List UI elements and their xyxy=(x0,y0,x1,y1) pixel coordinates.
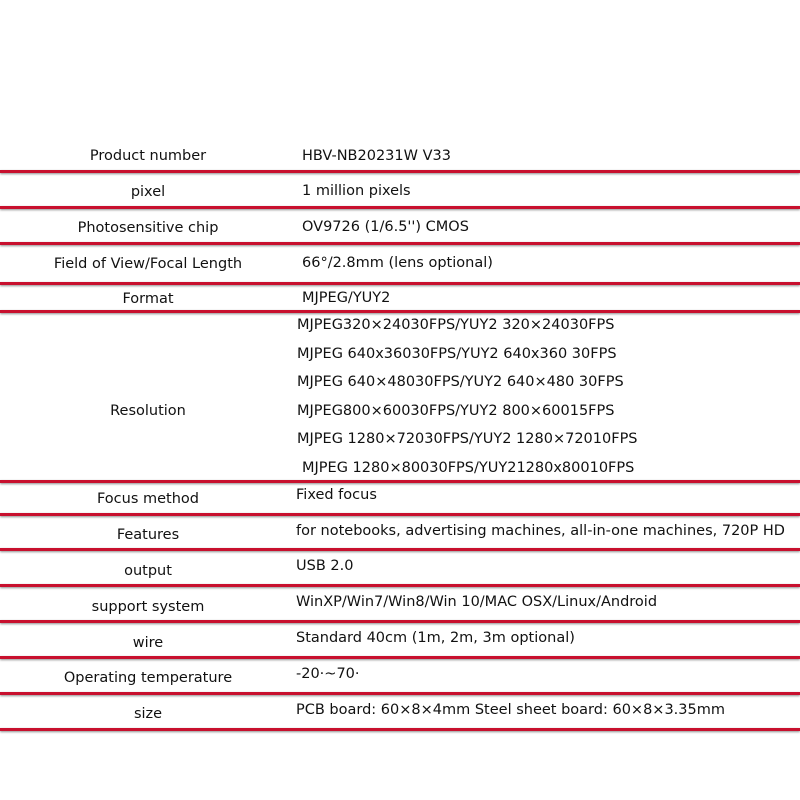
row-divider xyxy=(0,656,800,659)
spec-label-product-number: Product number xyxy=(89,148,207,164)
spec-label-support-system: support system xyxy=(91,599,205,615)
row-divider xyxy=(0,242,800,245)
spec-value-photosensitive-chip: OV9726 (1/6.5'') CMOS xyxy=(302,219,469,235)
row-divider xyxy=(0,206,800,209)
spec-value-features: for notebooks, advertising machines, all-in-one machines, 720P HD xyxy=(296,523,785,539)
spec-value-format: MJPEG/YUY2 xyxy=(302,290,391,306)
spec-label-size: size xyxy=(133,706,163,722)
row-divider xyxy=(0,548,800,551)
spec-label-output: output xyxy=(124,563,172,579)
spec-value-product-number: HBV-NB20231W V33 xyxy=(302,148,451,164)
row-divider xyxy=(0,480,800,483)
spec-label-wire: wire xyxy=(132,635,164,651)
row-divider xyxy=(0,584,800,587)
spec-label-operating-temperature: Operating temperature xyxy=(63,670,233,686)
spec-label-field-of-view: Field of View/Focal Length xyxy=(53,256,243,272)
resolution-line: MJPEG 640×48030FPS/YUY2 640×480 30FPS xyxy=(297,374,624,390)
spec-value-output: USB 2.0 xyxy=(296,558,354,574)
row-divider xyxy=(0,310,800,313)
row-divider xyxy=(0,620,800,623)
resolution-line: MJPEG 1280×72030FPS/YUY2 1280×72010FPS xyxy=(297,431,638,447)
resolution-line: MJPEG 1280×80030FPS/YUY21280x80010FPS xyxy=(302,460,635,476)
spec-value-size: PCB board: 60×8×4mm Steel sheet board: 60×8×3.35mm xyxy=(296,702,725,718)
resolution-line: MJPEG320×24030FPS/YUY2 320×24030FPS xyxy=(297,317,615,333)
spec-value-focus-method: Fixed focus xyxy=(296,487,377,503)
spec-value-pixel: 1 million pixels xyxy=(302,183,411,199)
spec-label-focus-method: Focus method xyxy=(96,491,200,507)
row-divider xyxy=(0,513,800,516)
row-divider xyxy=(0,170,800,173)
resolution-line: MJPEG 640x36030FPS/YUY2 640x360 30FPS xyxy=(297,346,617,362)
row-divider xyxy=(0,728,800,731)
row-divider xyxy=(0,692,800,695)
spec-label-pixel: pixel xyxy=(130,184,166,200)
resolution-line: MJPEG800×60030FPS/YUY2 800×60015FPS xyxy=(297,403,615,419)
spec-value-field-of-view: 66°/2.8mm (lens optional) xyxy=(302,255,493,271)
spec-label-resolution: Resolution xyxy=(110,403,186,419)
spec-label-features: Features xyxy=(116,527,180,543)
row-divider xyxy=(0,282,800,285)
spec-value-support-system: WinXP/Win7/Win8/Win 10/MAC OSX/Linux/Android xyxy=(296,594,658,610)
spec-label-photosensitive-chip: Photosensitive chip xyxy=(77,220,219,236)
spec-value-wire: Standard 40cm (1m, 2m, 3m optional) xyxy=(296,630,575,646)
spec-value-operating-temperature: -20·~70· xyxy=(296,666,360,682)
spec-label-format: Format xyxy=(122,291,174,307)
